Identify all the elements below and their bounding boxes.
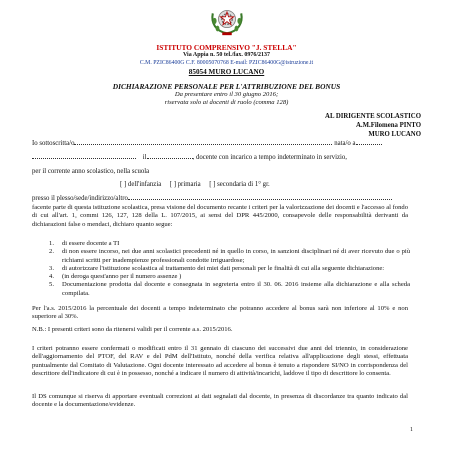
recipient-title: AL DIRIGENTE SCOLASTICO bbox=[325, 113, 421, 120]
name-field[interactable] bbox=[74, 144, 332, 145]
form-line-name bbox=[32, 140, 382, 147]
list-item: 5. Documentazione prodotta dal docente e consegnata in segreteria entro il 30. 06. 2016 insieme alla dichiarazione e alla scheda compilata. bbox=[49, 281, 410, 297]
list-item: 1. di essere docente a TI bbox=[49, 240, 120, 247]
page-number: 1 bbox=[410, 427, 413, 433]
birthdate-field[interactable] bbox=[147, 158, 193, 159]
list-item: 2. di non essere incorso, nei due anni scolastici precedenti né in quello in corso, in sanzioni disciplinari né di aver ricevuto due o più richiami scritti per inadempienze professionali condotte irriguardose; bbox=[49, 248, 410, 264]
school-level-options bbox=[120, 181, 270, 188]
school-city: 85054 MURO LUCANO bbox=[188, 68, 265, 76]
name-label: Io sottoscritta/o bbox=[32, 140, 75, 147]
employment-text: , docente con incarico a tempo indeterminato in servizio, bbox=[192, 154, 347, 161]
birthplace-continued-field[interactable] bbox=[32, 158, 136, 159]
checkbox-infanzia[interactable]: [ ] dell'infanzia bbox=[120, 181, 162, 188]
ds-paragraph: Il DS comunque si riserva di apportare eventuali correzioni ai dati segnalati dal docente, in presenza di discordanze tra quanto indicato dal docente e la documentazione/evidenze. bbox=[32, 393, 408, 409]
document-subtitle-deadline: Da presentare entro il 30 giugno 2016; bbox=[174, 91, 279, 98]
plesso-label: presso il plesso/sede/indirizzo/altro bbox=[32, 195, 128, 202]
birthplace-label: nata/o a bbox=[334, 140, 356, 147]
school-address: Via Appia n. 50 tel./fax. 0976/2137 bbox=[182, 52, 271, 58]
school-codes: C.M. PZIC86400G C.F. 80005070768 E-mail: PZIC86400G@istruzione.it bbox=[139, 60, 314, 66]
recipient-name: A.M.Filomena PINTO bbox=[355, 122, 421, 129]
checkbox-primaria[interactable]: [ ] primaria bbox=[169, 181, 201, 188]
birthdate-label: il bbox=[142, 154, 147, 161]
nb-paragraph: N.B.: I presenti criteri sono da ritenersi validi per il corrente a.s. 2015/2016. bbox=[32, 326, 233, 333]
declaration-paragraph: facente parte di questa istituzione scolastica, presa visione del documento recante i criteri per la valorizzazione dei docenti e l'accesso al fondo di cui all'art. 1, commi 126, 127, 128 della L. 107/2015, ai sensi del DPR 445/2000, consapevole delle responsabilità derivanti da dichiarazioni false o mendaci, dichiaro quanto segue: bbox=[32, 204, 408, 228]
percentage-paragraph: Per l'a.s. 2015/2016 la percentuale dei docenti a tempo indeterminato che potranno accedere al bonus sarà non inferiore al 10% e non superiore al 30%. bbox=[32, 305, 408, 321]
declaration-list bbox=[32, 240, 410, 298]
document-subtitle-eligibility: riservata solo ai docenti di ruolo (comma 128) bbox=[164, 99, 289, 106]
school-level-label: per il corrente anno scolastico, nella scuola bbox=[32, 168, 150, 175]
republic-emblem-logo bbox=[208, 2, 246, 38]
list-item: 3. di autorizzare l'istituzione scolastica al trattamento dei miei dati personali per le finalità di cui alla seguente dichiarazione: bbox=[49, 264, 385, 272]
form-line-birthdate bbox=[32, 154, 347, 161]
criteria-paragraph: I criteri potranno essere confermati o modificati entro il 31 gennaio di ciascuno dei successivi due anni del triennio, in considerazione dell'aggiornamento del PTOF, del RAV e del PdM dell'Istituto, nonché della verifica relativa all'applicazione degli stessi, effettuata puntualmente dal Comitato di Valutazione. Ogni docente interessato ad accedere al bonus è tenuto a rispondere SI/NO in corrispondenza del descrittore dell'indicatore di cui è in possesso, nonché a indicare il numero di attività/incarichi, laddove il tipo di descrittore lo consenta. bbox=[32, 345, 408, 378]
school-name: ISTITUTO COMPRENSIVO "J. STELLA" bbox=[156, 43, 297, 52]
birthplace-field[interactable] bbox=[356, 144, 382, 145]
document-title: DICHIARAZIONE PERSONALE PER L'ATTRIBUZIONE DEL BONUS bbox=[112, 82, 341, 91]
recipient-city: MURO LUCANO bbox=[368, 131, 421, 138]
form-line-plesso bbox=[32, 195, 392, 202]
plesso-field[interactable] bbox=[128, 199, 392, 200]
checkbox-secondaria[interactable]: [ ] secondaria di 1° gr. bbox=[209, 181, 270, 188]
list-item: 4. (in deroga quest'anno per il numero assenze ) bbox=[49, 273, 182, 281]
